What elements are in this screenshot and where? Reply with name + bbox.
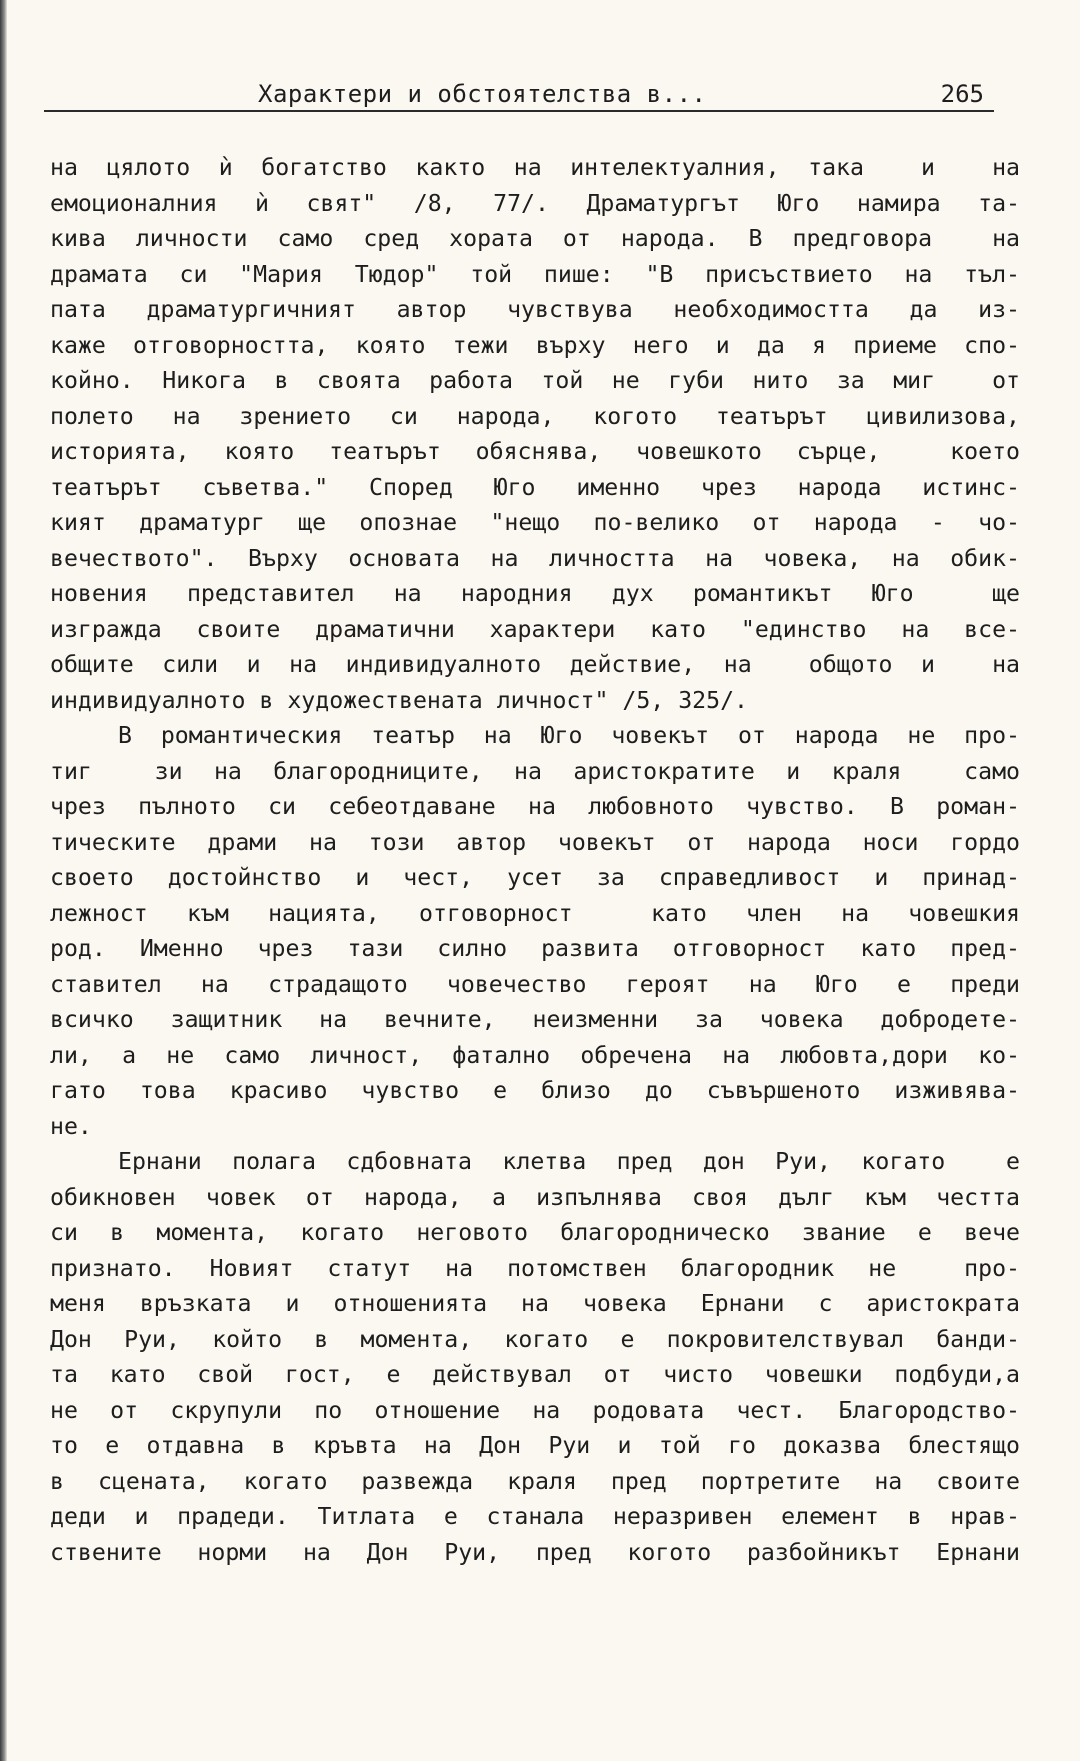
text-line: не. — [50, 1112, 92, 1140]
text-line: койно. Никога в своята работа той не губи нито за миг от — [50, 367, 1020, 394]
text-line: новения представител на народния дух романтикът Юго ще — [50, 580, 1020, 607]
text-line: чрез пълното си себеотдаване на любовното чувство. В роман- — [50, 793, 1020, 820]
text-line: тиг зи на благородниците, на аристократите и краля само — [50, 757, 1020, 785]
text-line: в сцената, когато развежда краля пред портретите на своите — [50, 1467, 1020, 1495]
text-line: лежност към нацията, отговорност като член на човешкия — [50, 899, 1020, 927]
text-line: тическите драми на този автор човекът от народа носи гордо — [50, 828, 1020, 856]
text-line: не от скрупули по отношение на родовата чест. Благородство- — [50, 1396, 1020, 1424]
text-line: си в момента, когато неговото благородническо звание е вече — [50, 1219, 1020, 1246]
text-line: род. Именно чрез тази силно развита отговорност като пред- — [50, 935, 1020, 962]
text-line: кива личности само сред хората от народа. В предговора на — [50, 225, 1020, 252]
running-title: Характери и обстоятелства в... — [258, 80, 707, 108]
text-line: театърът съветва." Според Юго именно чрез народа истинс- — [50, 473, 1020, 501]
page-binding-edge — [0, 0, 7, 1761]
text-line: Дон Руи, който в момента, когато е покровителствувал банди- — [50, 1325, 1020, 1353]
text-line: емоционалния ѝ свят" /8, 77/. Драматургът Юго намира та- — [50, 189, 1020, 217]
text-line: признато. Новият статут на потомствен благородник не про- — [50, 1254, 1020, 1282]
text-line: В романтическия театър на Юго човекът от народа не про- — [118, 722, 1020, 749]
text-line: меня връзката и отношенията на човека Ернани с аристократа — [50, 1290, 1020, 1317]
text-line: на цялото ѝ богатство както на интелектуалния, така и на — [50, 154, 1020, 181]
page-number: 265 — [940, 80, 984, 108]
text-line: драмата си "Мария Тюдор" той пише: "В присъствието на тъл- — [50, 260, 1020, 288]
text-line: та като свой гост, е действувал от чисто човешки подбуди,а — [50, 1361, 1020, 1388]
text-line: кият драматург ще опознае "нещо по-велико от народа - чо- — [50, 509, 1020, 536]
text-line: индивидуалното в художествената личност" /5, 325/. — [50, 686, 749, 714]
text-line: каже отговорността, която тежи върху него и да я приеме спо- — [50, 331, 1020, 359]
text-line: всичко защитник на вечните, неизменни за човека добродете- — [50, 1006, 1020, 1033]
text-line: ли, а не само личност, фатално обречена на любовта,дори ко- — [50, 1041, 1020, 1069]
text-line: общите сили и на индивидуалното действие, на общото и на — [50, 651, 1020, 678]
text-line: полето на зрението си народа, когото театърът цивилизова, — [50, 402, 1020, 430]
text-line: Ернани полага сдбовната клетва пред дон Руи, когато е — [118, 1148, 1020, 1175]
text-line: ставител на страдащото човечество героят на Юго е преди — [50, 970, 1020, 998]
text-line: то е отдавна в кръвта на Дон Руи и той го доказва блестящо — [50, 1432, 1020, 1459]
text-line: историята, която театърът обяснява, човешкото сърце, което — [50, 438, 1020, 465]
text-line: ствените норми на Дон Руи, пред когото разбойникът Ернани — [50, 1538, 1020, 1566]
running-header — [44, 76, 994, 112]
text-line: вечеството". Върху основата на личността на човека, на обик- — [50, 544, 1020, 572]
text-line: своето достойнство и чест, усет за справедливост и принад- — [50, 864, 1020, 891]
text-line: пата драматургичният автор чувствува необходимостта да из- — [50, 296, 1020, 323]
text-line: гато това красиво чувство е близо до съвършеното изживява- — [50, 1077, 1020, 1104]
text-line: обикновен човек от народа, а изпълнява своя дълг към честта — [50, 1183, 1020, 1211]
body-text — [50, 150, 1020, 1570]
text-line: деди и прадеди. Титлата е станала неразривен елемент в нрав- — [50, 1503, 1020, 1530]
text-line: изгражда своите драматични характери като "единство на все- — [50, 615, 1020, 643]
